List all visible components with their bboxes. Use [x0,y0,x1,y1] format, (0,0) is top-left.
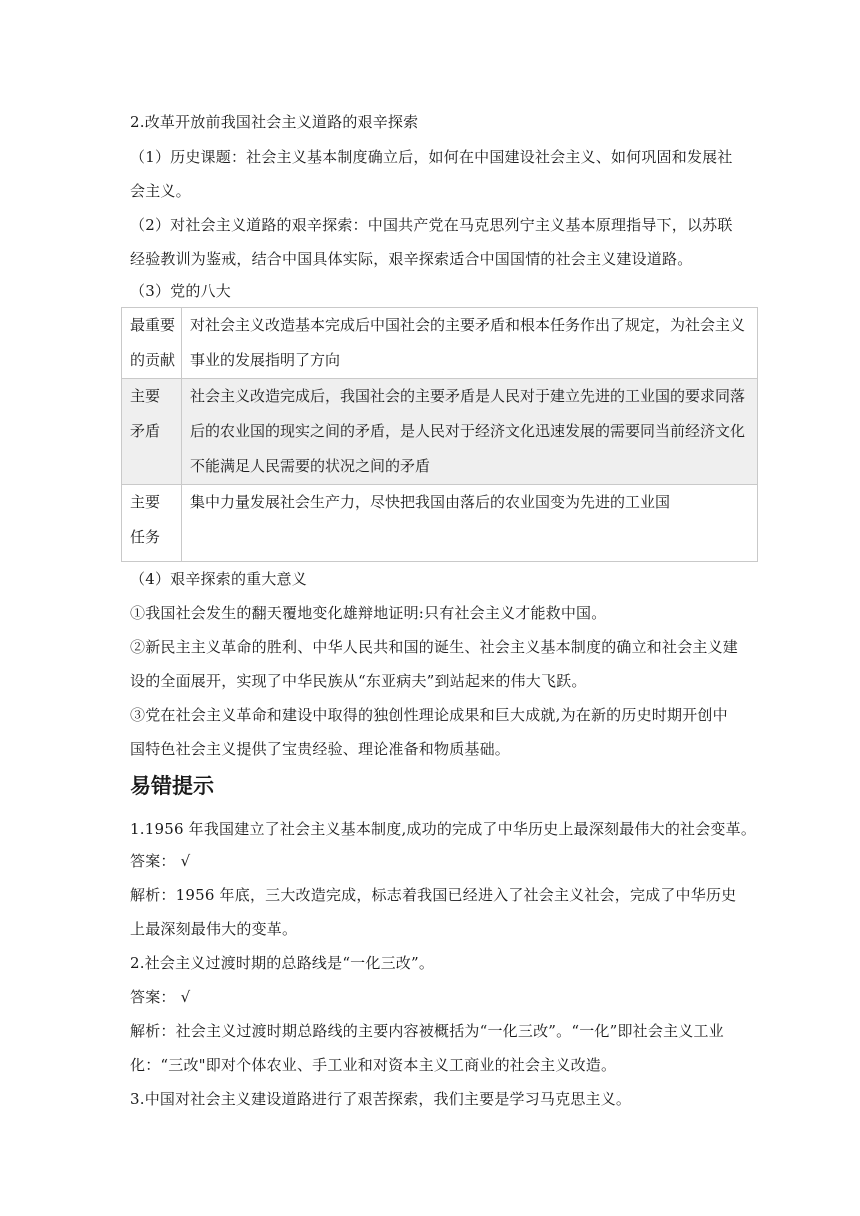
point4-item2-line1: ②新民主主义革命的胜利、中华人民共和国的诞生、社会主义基本制度的确立和社会主义建 [130,638,739,656]
row-content-line1: 集中力量发展社会生产力，尽快把我国由落后的农业国变为先进的工业国 [190,493,671,511]
table-label-cell [122,379,182,485]
point1-line2: 会主义。 [130,182,191,200]
row-label-line2: 的贡献 [130,351,176,369]
tip2-explanation-line1: 解析：社会主义过渡时期总路线的主要内容被概括为“一化三改”。“一化”即社会主义工业 [130,1022,724,1040]
row-content-line2: 事业的发展指明了方向 [190,351,341,369]
table-row [122,485,758,562]
point2-line1: （2）对社会主义道路的艰辛探索：中国共产党在马克思列宁主义基本原理指导下，以苏联 [130,216,733,234]
row-label-line2: 任务 [130,528,161,546]
tip1-question: 1.1956 年我国建立了社会主义基本制度,成功的完成了中华历史上最深刻最伟大的社会变革。 [130,820,757,838]
table-label-cell [122,308,182,379]
eighth-congress-table [121,307,758,562]
point4-item1: ①我国社会发生的翻天覆地变化雄辩地证明:只有社会主义才能救中国。 [130,604,607,622]
table-label-cell [122,485,182,562]
tip2-question: 2.社会主义过渡时期的总路线是“一化三改”。 [130,954,435,972]
row-label-line2: 矛盾 [130,422,161,440]
tip2-explanation-line2: 化：“三改"即对个体农业、手工业和对资本主义工商业的社会主义改造。 [130,1056,617,1074]
point4-item3-line2: 国特色社会主义提供了宝贵经验、理论准备和物质基础。 [130,740,511,758]
section-title: 2.改革开放前我国社会主义道路的艰辛探索 [130,113,419,131]
table-content-cell [182,308,758,379]
tip1-explanation-line2: 上最深刻最伟大的变革。 [130,920,298,938]
tip2-answer: 答案： √ [130,988,191,1006]
point2-line2: 经验教训为鉴戒，结合中国具体实际，艰辛探索适合中国国情的社会主义建设道路。 [130,250,693,268]
row-content-line2: 后的农业国的现实之间的矛盾，是人民对于经济文化迅速发展的需要同当前经济文化 [190,422,746,440]
tip3-question: 3.中国对社会主义建设道路进行了艰苦探索，我们主要是学习马克思主义。 [130,1090,632,1108]
row-content-line1: 社会主义改造完成后，我国社会的主要矛盾是人民对于建立先进的工业国的要求同落 [190,387,746,405]
tips-heading: 易错提示 [130,774,214,798]
tip1-answer: 答案： √ [130,852,191,870]
tip1-explanation-line1: 解析：1956 年底，三大改造完成，标志着我国已经进入了社会主义社会，完成了中华历史 [130,886,737,904]
point1-line1: （1）历史课题：社会主义基本制度确立后，如何在中国建设社会主义、如何巩固和发展社 [130,148,733,166]
table-row [122,379,758,485]
point4-title: （4）艰辛探索的重大意义 [130,570,307,588]
row-label-line1: 最重要 [130,316,176,334]
row-content-line1: 对社会主义改造基本完成后中国社会的主要矛盾和根本任务作出了规定，为社会主义 [190,316,746,334]
table-content-cell [182,379,758,485]
point3-title: （3）党的八大 [130,282,231,300]
point4-item3-line1: ③党在社会主义革命和建设中取得的独创性理论成果和巨大成就,为在新的历史时期开创中 [130,706,728,724]
row-label-line1: 主要 [130,493,161,511]
table-row [122,308,758,379]
row-label-line1: 主要 [130,387,161,405]
point4-item2-line2: 设的全面展开，实现了中华民族从“东亚病夫”到站起来的伟大飞跃。 [130,672,587,690]
table-content-cell [182,485,758,562]
row-content-line3: 不能满足人民需要的状况之间的矛盾 [190,457,431,475]
